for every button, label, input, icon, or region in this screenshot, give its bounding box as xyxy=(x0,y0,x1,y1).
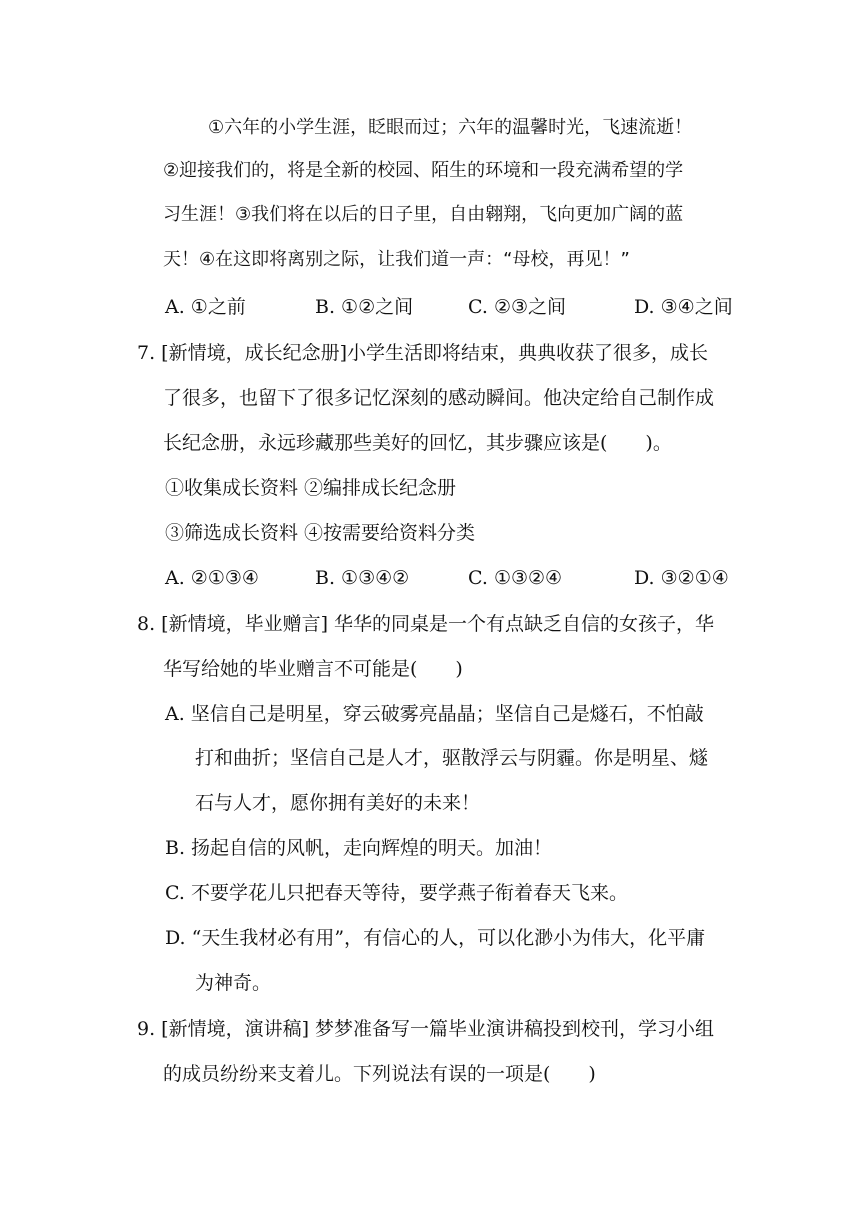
q7-stem-line-1: 7. [新情境，成长纪念册]小学生活即将结束，典典收获了很多，成长 xyxy=(137,342,708,364)
q8-stem-line-2: 华写给她的毕业赠言不可能是( ) xyxy=(163,658,463,680)
passage-line-1: ①六年的小学生涯，眨眼而过；六年的温馨时光，飞速流逝！ xyxy=(208,117,693,138)
q7-option-b: B. ①③④② xyxy=(315,567,410,589)
q8-option-d-line-1: D. “天生我材必有用”，有信心的人，可以化渺小为伟大，化平庸 xyxy=(165,927,706,949)
q6-option-b: B. ①②之间 xyxy=(315,296,414,318)
q8-option-a-line-3: 石与人才，愿你拥有美好的未来！ xyxy=(195,792,481,814)
q8-stem-line-1: 8. [新情境，毕业赠言] 华华的同桌是一个有点缺乏自信的女孩子，华 xyxy=(137,613,715,635)
q8-option-a-line-1: A. 坚信自己是明星，穿云破雾亮晶晶；坚信自己是燧石，不怕敲 xyxy=(165,703,704,725)
q7-steps-line-2: ③筛选成长资料 ④按需要给资料分类 xyxy=(165,522,476,544)
q8-option-b: B. 扬起自信的风帆，走向辉煌的明天。加油！ xyxy=(165,837,553,859)
passage-line-3: 习生涯！③我们将在以后的日子里，自由翱翔，飞向更加广阔的蓝 xyxy=(163,204,684,225)
q9-stem-line-1: 9. [新情境，演讲稿] 梦梦准备写一篇毕业演讲稿投到校刊，学习小组 xyxy=(137,1018,715,1040)
q7-stem-line-3: 长纪念册，永远珍藏那些美好的回忆，其步骤应该是( )。 xyxy=(163,432,672,454)
q8-option-d-line-2: 为神奇。 xyxy=(195,972,272,994)
q8-option-c: C. 不要学花儿只把春天等待，要学燕子衔着春天飞来。 xyxy=(165,882,628,904)
q8-option-a-line-2: 打和曲折；坚信自己是人才，驱散浮云与阴霾。你是明星、燧 xyxy=(195,747,709,769)
q7-stem-line-2: 了很多，也留下了很多记忆深刻的感动瞬间。他决定给自己制作成 xyxy=(163,387,715,409)
q6-option-a: A. ①之前 xyxy=(165,296,246,318)
q7-option-c: C. ①③②④ xyxy=(468,567,563,589)
q7-steps-line-1: ①收集成长资料 ②编排成长纪念册 xyxy=(165,477,457,499)
q7-option-d: D. ③②①④ xyxy=(634,567,729,589)
q9-stem-line-2: 的成员纷纷来支着儿。下列说法有误的一项是( ) xyxy=(163,1063,596,1085)
passage-line-2: ②迎接我们的，将是全新的校园、陌生的环境和一段充满希望的学 xyxy=(163,160,684,181)
passage-line-4: 天！④在这即将离别之际，让我们道一声：“母校，再见！” xyxy=(163,249,630,270)
q7-option-a: A. ②①③④ xyxy=(165,567,259,589)
q6-option-d: D. ③④之间 xyxy=(634,296,733,318)
q6-option-c: C. ②③之间 xyxy=(468,296,567,318)
